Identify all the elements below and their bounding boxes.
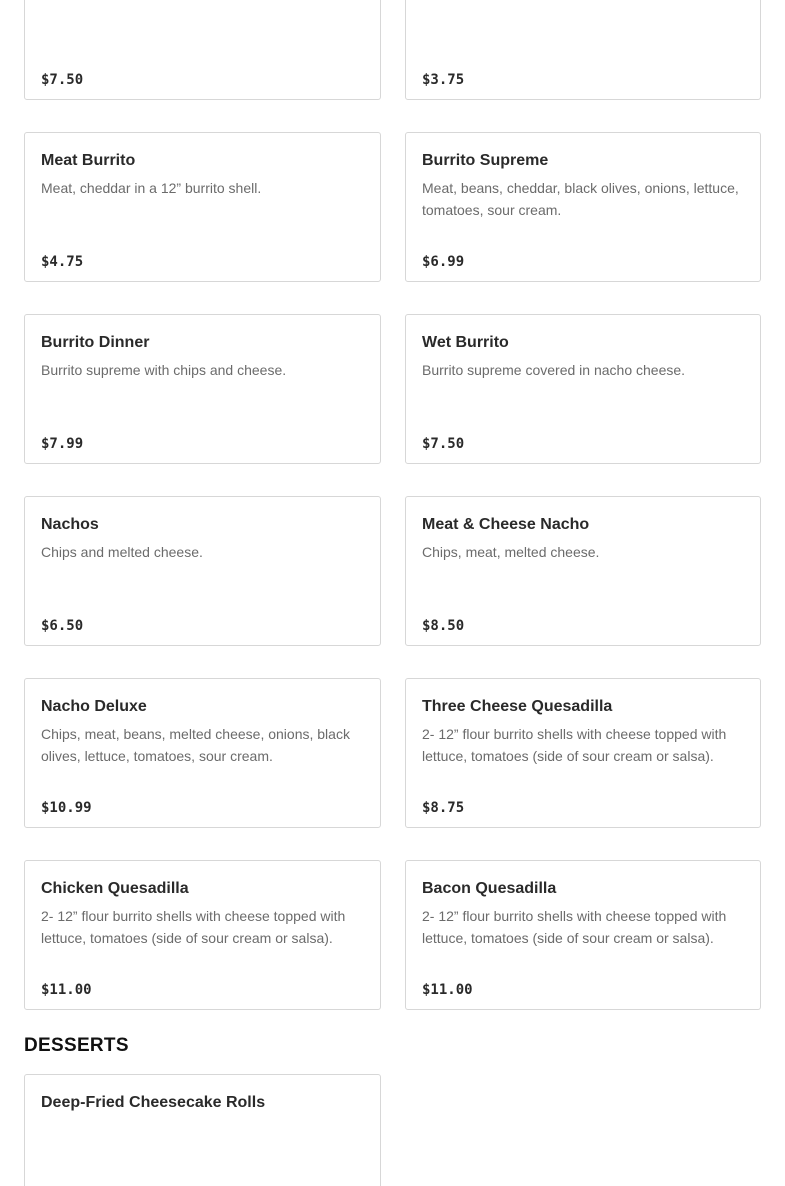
menu-item-card[interactable] bbox=[24, 1074, 381, 1186]
menu-item-name: Chicken Quesadilla bbox=[41, 880, 189, 897]
menu-item-description: Chips, meat, beans, melted cheese, onions, black olives, lettuce, tomatoes, sour cream. bbox=[41, 726, 350, 764]
menu-item-description: 2- 12” flour burrito shells with cheese topped with lettuce, tomatoes (side of sour cream or salsa). bbox=[41, 908, 346, 946]
menu-item-card[interactable] bbox=[405, 314, 761, 464]
menu-item-name: Three Cheese Quesadilla bbox=[422, 698, 613, 715]
menu-item-name: Wet Burrito bbox=[422, 334, 509, 351]
menu-item-card[interactable] bbox=[24, 860, 381, 1010]
menu-item-description: 2- 12” flour burrito shells with cheese topped with lettuce, tomatoes (side of sour cream or salsa). bbox=[422, 908, 727, 946]
menu-item-card[interactable] bbox=[405, 496, 761, 646]
menu-items-grid bbox=[24, 0, 761, 1010]
menu-item-name: Bacon Quesadilla bbox=[422, 880, 557, 897]
menu-item-price: $7.50 bbox=[422, 436, 465, 452]
menu-item-card[interactable] bbox=[405, 678, 761, 828]
menu-item-description: Chips, meat, melted cheese. bbox=[422, 544, 600, 560]
menu-item-price: $4.75 bbox=[41, 254, 84, 270]
menu-item-description: Meat, beans, cheddar, black olives, onions, lettuce, tomatoes, sour cream. bbox=[422, 180, 739, 218]
menu-item-price: $7.99 bbox=[41, 436, 84, 452]
menu-item-description: Burrito supreme covered in nacho cheese. bbox=[422, 362, 686, 378]
menu-item-name: Nacho Deluxe bbox=[41, 698, 147, 715]
menu-item-price: $8.75 bbox=[422, 800, 465, 816]
menu-item-name: Meat & Cheese Nacho bbox=[422, 516, 590, 533]
menu-item-card[interactable] bbox=[24, 314, 381, 464]
menu-item-card[interactable] bbox=[24, 678, 381, 828]
section-title-desserts: DESSERTS bbox=[24, 1035, 129, 1056]
menu-item-price: $3.75 bbox=[422, 72, 465, 88]
menu-item-description: Chips and melted cheese. bbox=[41, 544, 203, 560]
menu-item-name: Meat Burrito bbox=[41, 152, 136, 169]
menu-item-card[interactable] bbox=[24, 496, 381, 646]
menu-item-description: Burrito supreme with chips and cheese. bbox=[41, 362, 287, 378]
menu-item-name: Nachos bbox=[41, 516, 99, 533]
menu-item-card[interactable] bbox=[24, 132, 381, 282]
menu-item-price: $6.50 bbox=[41, 618, 84, 634]
menu-item-description: 2- 12” flour burrito shells with cheese topped with lettuce, tomatoes (side of sour cream or salsa). bbox=[422, 726, 727, 764]
desserts-grid bbox=[24, 1074, 761, 1186]
menu-item-price: $11.00 bbox=[41, 982, 92, 998]
menu-item-name: Burrito Supreme bbox=[422, 152, 549, 169]
menu-item-price: $11.00 bbox=[422, 982, 473, 998]
menu-item-price: $6.99 bbox=[422, 254, 465, 270]
menu-item-name: Burrito Dinner bbox=[41, 334, 150, 351]
menu-item-card[interactable] bbox=[24, 0, 381, 100]
menu-item-price: $8.50 bbox=[422, 618, 465, 634]
menu-item-card[interactable] bbox=[405, 860, 761, 1010]
menu-item-price: $10.99 bbox=[41, 800, 92, 816]
menu-item-card[interactable] bbox=[405, 0, 761, 100]
menu-item-card[interactable] bbox=[405, 132, 761, 282]
menu-item-description: Meat, cheddar in a 12” burrito shell. bbox=[41, 180, 262, 196]
menu-item-name: Deep-Fried Cheesecake Rolls bbox=[41, 1094, 266, 1111]
menu-item-price: $7.50 bbox=[41, 72, 84, 88]
